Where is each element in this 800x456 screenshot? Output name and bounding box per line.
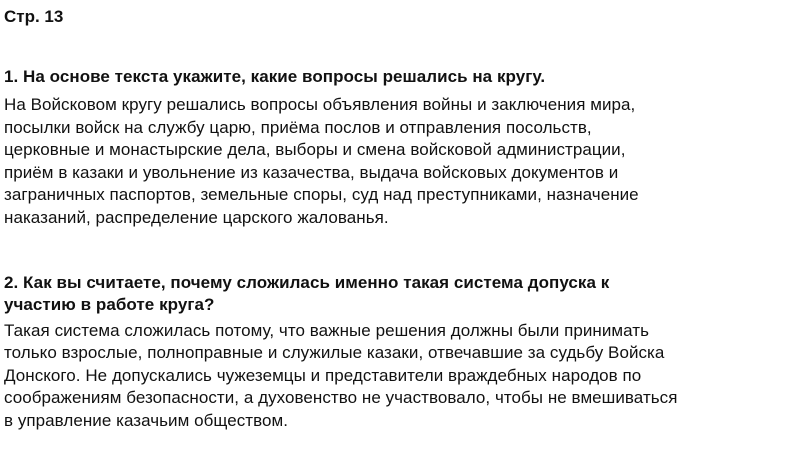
answer-1-line: церковные и монастырские дела, выборы и смена войсковой администрации,	[4, 140, 626, 160]
answer-1-line: посылки войск на службу царю, приёма послов и отправления посольств,	[4, 117, 592, 137]
question-2-line: 2. Как вы считаете, почему сложилась именно такая система допуска к	[4, 272, 610, 292]
answer-1-line: На Войсковом кругу решались вопросы объявления войны и заключения мира,	[4, 95, 636, 114]
question-1: 1. На основе текста укажите, какие вопросы решались на кругу.	[4, 67, 546, 86]
answer-2-line: только взрослые, полноправные и служилые казаки, отвечавшие за судьбу Войска	[4, 343, 665, 363]
answer-2-line: в управление казачьим обществом.	[4, 410, 289, 430]
question-2	[4, 272, 796, 316]
answer-1-line: приём в казаки и увольнение из казачества, выдача войсковых документов и	[4, 162, 619, 182]
page-number: Стр. 13	[4, 7, 64, 26]
answer-2	[4, 320, 796, 433]
answer-1-line: наказаний, распределение царского жалованья.	[4, 207, 389, 227]
answer-1-line: заграничных паспортов, земельные споры, суд над преступниками, назначение	[4, 185, 639, 205]
answer-2-line: Такая система сложилась потому, что важные решения должны были принимать	[4, 320, 650, 340]
answer-1	[4, 94, 796, 230]
answer-2-line: соображениям безопасности, а духовенство не участвовало, чтобы не вмешиваться	[4, 388, 678, 408]
question-2-line: участию в работе круга?	[4, 294, 215, 314]
answer-2-line: Донского. Не допускались чужеземцы и представители враждебных народов по	[4, 365, 642, 385]
